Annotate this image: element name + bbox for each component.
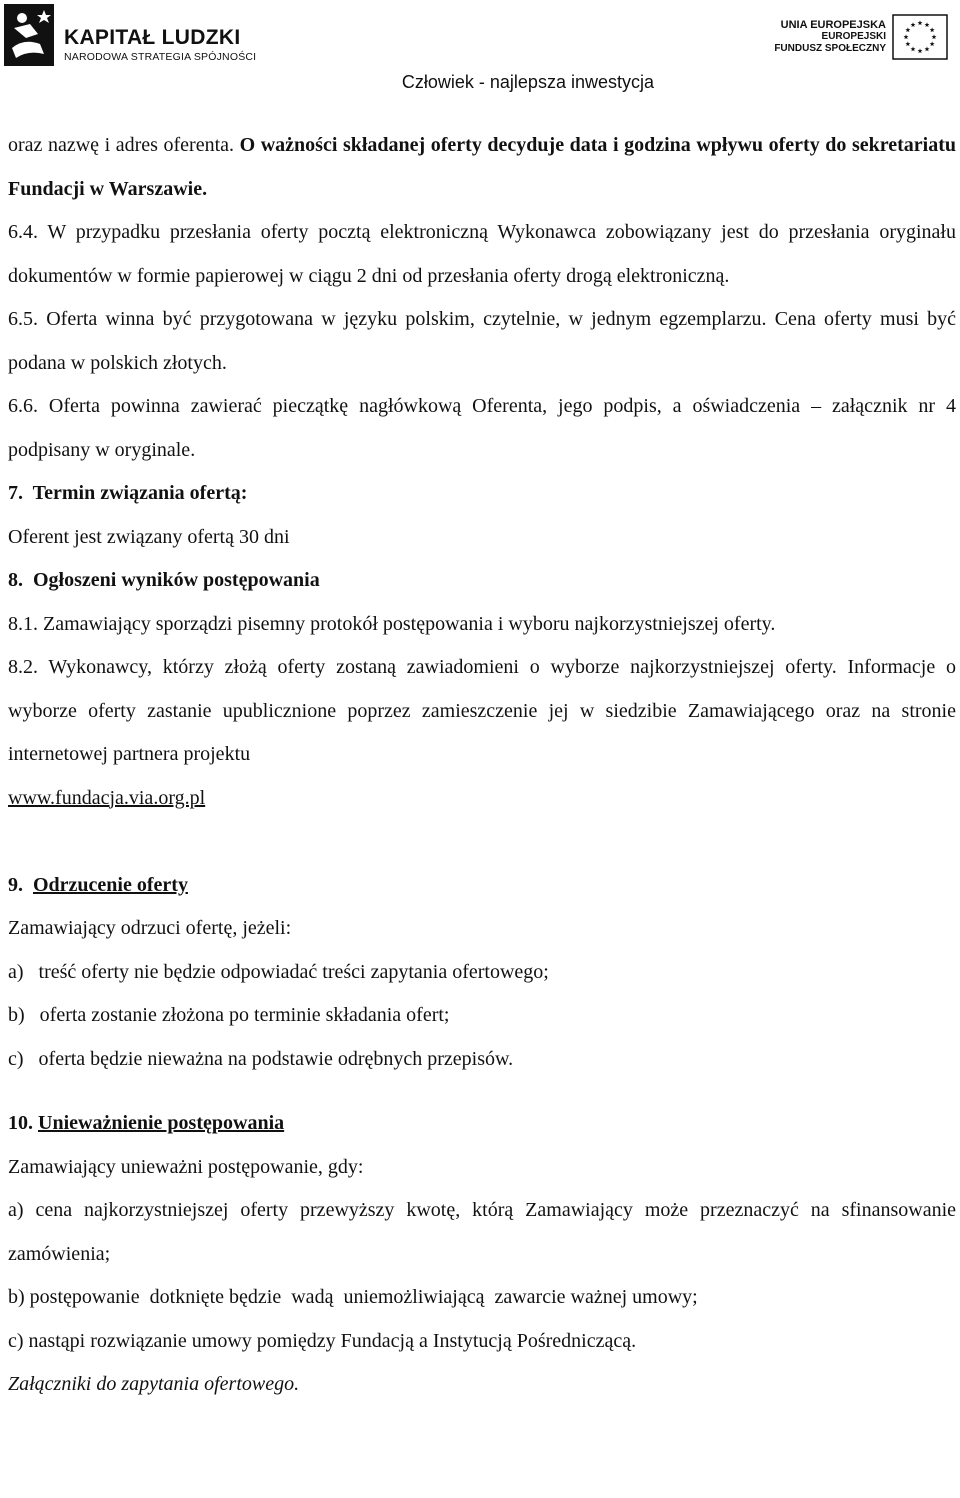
paragraph-offer-validity: [8, 124, 956, 211]
eu-logo-line3: FUNDUSZ SPOŁECZNY: [774, 43, 886, 54]
page-header: [0, 0, 960, 110]
section-9-heading: [8, 864, 956, 908]
eu-logo-line1: UNIA EUROPEJSKA: [780, 19, 886, 31]
section-9-intro: Zamawiający odrzuci ofertę, jeżeli:: [8, 917, 292, 939]
paragraph-8-2: 8.2. Wykonawcy, którzy złożą oferty zostaną zawiadomieni o wyborze najkorzystniejszej oferty. Informacje o wyborze oferty zastanie upublicznione poprzez zamieszczenie jej w siedzibie Zamawiającego oraz na stronie internetowej partnera projektu: [8, 656, 956, 765]
eu-flag-icon: [892, 14, 948, 60]
offer-address-text: oraz nazwę i adres oferenta.: [8, 134, 240, 156]
section-7-text: Oferent jest związany ofertą 30 dni: [8, 525, 290, 548]
section-10-item: b) postępowanie dotknięte będzie wadą uniemożliwiającą zawarcie ważnej umowy;: [8, 1286, 698, 1308]
section-10-title: Unieważnienie postępowania: [38, 1112, 285, 1134]
section-7-heading: 7. Termin związania ofertą:: [8, 482, 248, 504]
section-10-intro: Zamawiający unieważni postępowanie, gdy:: [8, 1155, 364, 1178]
section-10-heading: [8, 1102, 956, 1146]
offer-validity-bold: O ważności składanej oferty decyduje data i godzina wpływu oferty do sekretariatu Fundacji w Warszawie.: [8, 134, 957, 200]
paragraph-link: [8, 777, 956, 821]
tagline: Człowiek - najlepsza inwestycja: [401, 72, 654, 92]
eu-logo-text: [774, 19, 886, 55]
spacer: [8, 1081, 956, 1102]
section-9-number: 9.: [8, 873, 33, 896]
section-10-item: a) cena najkorzystniejszej oferty przewyższy kwotę, którą Zamawiający może przeznaczyć na sfinansowanie zamówienia;: [8, 1199, 956, 1265]
fundacja-link[interactable]: www.fundacja.via.org.pl: [8, 786, 206, 809]
section-9-title: Odrzucenie oferty: [33, 873, 188, 896]
logo-left-title: KAPITAŁ LUDZKI: [64, 26, 241, 49]
attachments-heading: Załączniki do zapytania ofertowego.: [8, 1373, 300, 1395]
paragraph-6-5: 6.5. Oferta winna być przygotowana w języku polskim, czytelnie, w jednym egzemplarzu. Cena oferty musi być podana w polskich złotych.: [8, 308, 956, 374]
section-9-item: c) oferta będzie nieważna na podstawie odrębnych przepisów.: [8, 1047, 514, 1070]
section-8-heading: 8. Ogłoszeni wyników postępowania: [8, 569, 320, 591]
section-10-number: 10.: [8, 1112, 38, 1134]
paragraph-6-4: 6.4. W przypadku przesłania oferty pocztą elektroniczną Wykonawca zobowiązany jest do przesłania oryginału dokumentów w formie papierowej w ciągu 2 dni od przesłania oferty drogą elektroniczną.: [8, 221, 956, 287]
spacer: [8, 820, 956, 864]
kapital-ludzki-logo: [4, 4, 264, 66]
eu-logo-line2: EUROPEJSKI: [821, 31, 886, 42]
document-body: [8, 124, 956, 1407]
paragraph-8-1: 8.1. Zamawiający sporządzi pisemny protokół postępowania i wyboru najkorzystniejszej oferty.: [8, 612, 776, 635]
section-10-item: c) nastąpi rozwiązanie umowy pomiędzy Fundacją a Instytucją Pośredniczącą.: [8, 1329, 637, 1352]
logo-left-subtitle: NARODOWA STRATEGIA SPÓJNOŚCI: [64, 51, 257, 63]
eu-logo: [748, 14, 948, 64]
section-9-item: b) oferta zostanie złożona po terminie składania ofert;: [8, 1004, 450, 1026]
section-9-item: a) treść oferty nie będzie odpowiadać treści zapytania ofertowego;: [8, 960, 549, 983]
kapital-ludzki-emblem-icon: [4, 4, 54, 66]
paragraph-6-6: 6.6. Oferta powinna zawierać pieczątkę nagłówkową Oferenta, jego podpis, a oświadczenia – załącznik nr 4 podpisany w oryginale.: [8, 395, 956, 461]
